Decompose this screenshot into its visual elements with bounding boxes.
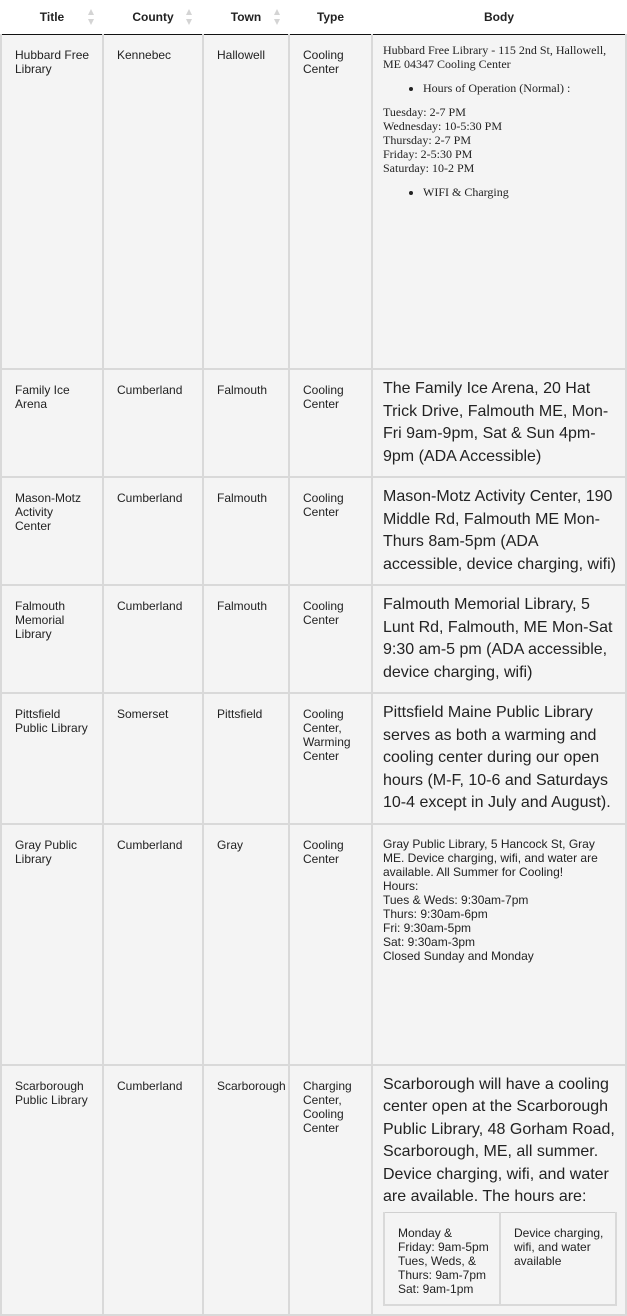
- cell-body: Mason-Motz Activity Center, 190 Middle Rd, Falmouth ME Mon-Thurs 8am-5pm (ADA accessible, device charging, wifi): [372, 477, 626, 585]
- cell-type: Cooling Center: [289, 477, 372, 585]
- column-header-type: Type: [289, 0, 372, 34]
- cell-title: Falmouth Memorial Library: [1, 585, 103, 693]
- cell-town: Falmouth: [203, 477, 289, 585]
- cell-county: Cumberland: [103, 824, 203, 1065]
- header-row: [1, 0, 626, 34]
- sort-icon[interactable]: [88, 9, 95, 25]
- cell-title: Pittsfield Public Library: [1, 693, 103, 824]
- cell-type: Cooling Center: [289, 824, 372, 1065]
- cell-body: Pittsfield Maine Public Library serves as both a warming and cooling center during our open hours (M-F, 10-6 and Saturdays 10-4 except in July and August).: [372, 693, 626, 824]
- hours-table: [383, 1212, 617, 1306]
- table-row: [1, 693, 626, 824]
- hours-line: Saturday: 10-2 PM: [383, 160, 475, 175]
- hours-line: Tuesday: 2-7 PM: [383, 104, 466, 119]
- body-list: [423, 185, 617, 199]
- column-header-county[interactable]: County: [103, 0, 203, 34]
- cell-county: Cumberland: [103, 369, 203, 477]
- body-intro: Gray Public Library, 5 Hancock St, Gray ME. Device charging, wifi, and water are available. All Summer for Cooling!: [383, 836, 598, 879]
- hours-line: Hours:: [383, 878, 419, 893]
- cell-town: Pittsfield: [203, 693, 289, 824]
- cell-type: Cooling Center, Warming Center: [289, 693, 372, 824]
- cell-town: Gray: [203, 824, 289, 1065]
- hours-table-row: [384, 1212, 616, 1305]
- cell-county: Cumberland: [103, 585, 203, 693]
- hours-line: Friday: 2-5:30 PM: [383, 146, 473, 161]
- cell-title: Gray Public Library: [1, 824, 103, 1065]
- cell-title: Hubbard Free Library: [1, 34, 103, 369]
- sort-icon[interactable]: [274, 9, 281, 25]
- hours-table-cell: Monday & Friday: 9am-5pm Tues, Weds, & Thurs: 9am-7pm Sat: 9am-1pm: [384, 1212, 500, 1305]
- cell-title: Mason-Motz Activity Center: [1, 477, 103, 585]
- list-item: • Hours of Operation (Normal) :: [423, 81, 617, 95]
- cell-type: Cooling Center: [289, 585, 372, 693]
- cell-town: Falmouth: [203, 369, 289, 477]
- sort-icon[interactable]: [186, 9, 193, 25]
- table-row: [1, 585, 626, 693]
- cell-county: Cumberland: [103, 477, 203, 585]
- hours-line: Sat: 9:30am-3pm: [383, 934, 476, 949]
- cell-body: The Family Ice Arena, 20 Hat Trick Drive, Falmouth ME, Mon-Fri 9am-9pm, Sat & Sun 4pm-9pm (ADA Accessible): [372, 369, 626, 477]
- table-row: [1, 369, 626, 477]
- table-row: [1, 34, 626, 369]
- cell-type: Charging Center, Cooling Center: [289, 1065, 372, 1315]
- hours-line: Fri: 9:30am-5pm: [383, 920, 472, 935]
- cell-county: Cumberland: [103, 1065, 203, 1315]
- cell-body: [372, 34, 626, 369]
- cell-county: Somerset: [103, 693, 203, 824]
- hours-line: Thursday: 2-7 PM: [383, 132, 471, 147]
- list-item: • WIFI & Charging: [423, 185, 617, 199]
- body-list: [423, 81, 617, 95]
- hours-line: Wednesday: 10-5:30 PM: [383, 118, 503, 133]
- body-intro: Hubbard Free Library - 115 2nd St, Hallowell, ME 04347 Cooling Center: [383, 42, 607, 71]
- cell-title: Scarborough Public Library: [1, 1065, 103, 1315]
- cell-body: [372, 1065, 626, 1315]
- body-intro: Scarborough will have a cooling center open at the Scarborough Public Library, 48 Gorham Road, Scarborough, ME, all summer. Device charging, wifi, and water are available. The hours are:: [383, 1075, 615, 1205]
- cell-type: Cooling Center: [289, 34, 372, 369]
- column-header-town[interactable]: Town: [203, 0, 289, 34]
- cell-town: Hallowell: [203, 34, 289, 369]
- table-row: [1, 1065, 626, 1315]
- cell-type: Cooling Center: [289, 369, 372, 477]
- hours-line: Thurs: 9:30am-6pm: [383, 906, 488, 921]
- cell-title: Family Ice Arena: [1, 369, 103, 477]
- hours-line: Tues & Weds: 9:30am-7pm: [383, 892, 529, 907]
- table-row: [1, 477, 626, 585]
- hours-table-cell: Device charging, wifi, and water available: [500, 1212, 616, 1305]
- cell-town: Falmouth: [203, 585, 289, 693]
- cell-county: Kennebec: [103, 34, 203, 369]
- column-header-title[interactable]: Title: [1, 0, 103, 34]
- column-header-body: Body: [372, 0, 626, 34]
- cell-body: Falmouth Memorial Library, 5 Lunt Rd, Falmouth, ME Mon-Sat 9:30 am-5 pm (ADA accessible, device charging, wifi): [372, 585, 626, 693]
- cell-body: [372, 824, 626, 1065]
- hours-line: Closed Sunday and Monday: [383, 948, 534, 963]
- table-row: [1, 824, 626, 1065]
- cell-town: Scarborough: [203, 1065, 289, 1315]
